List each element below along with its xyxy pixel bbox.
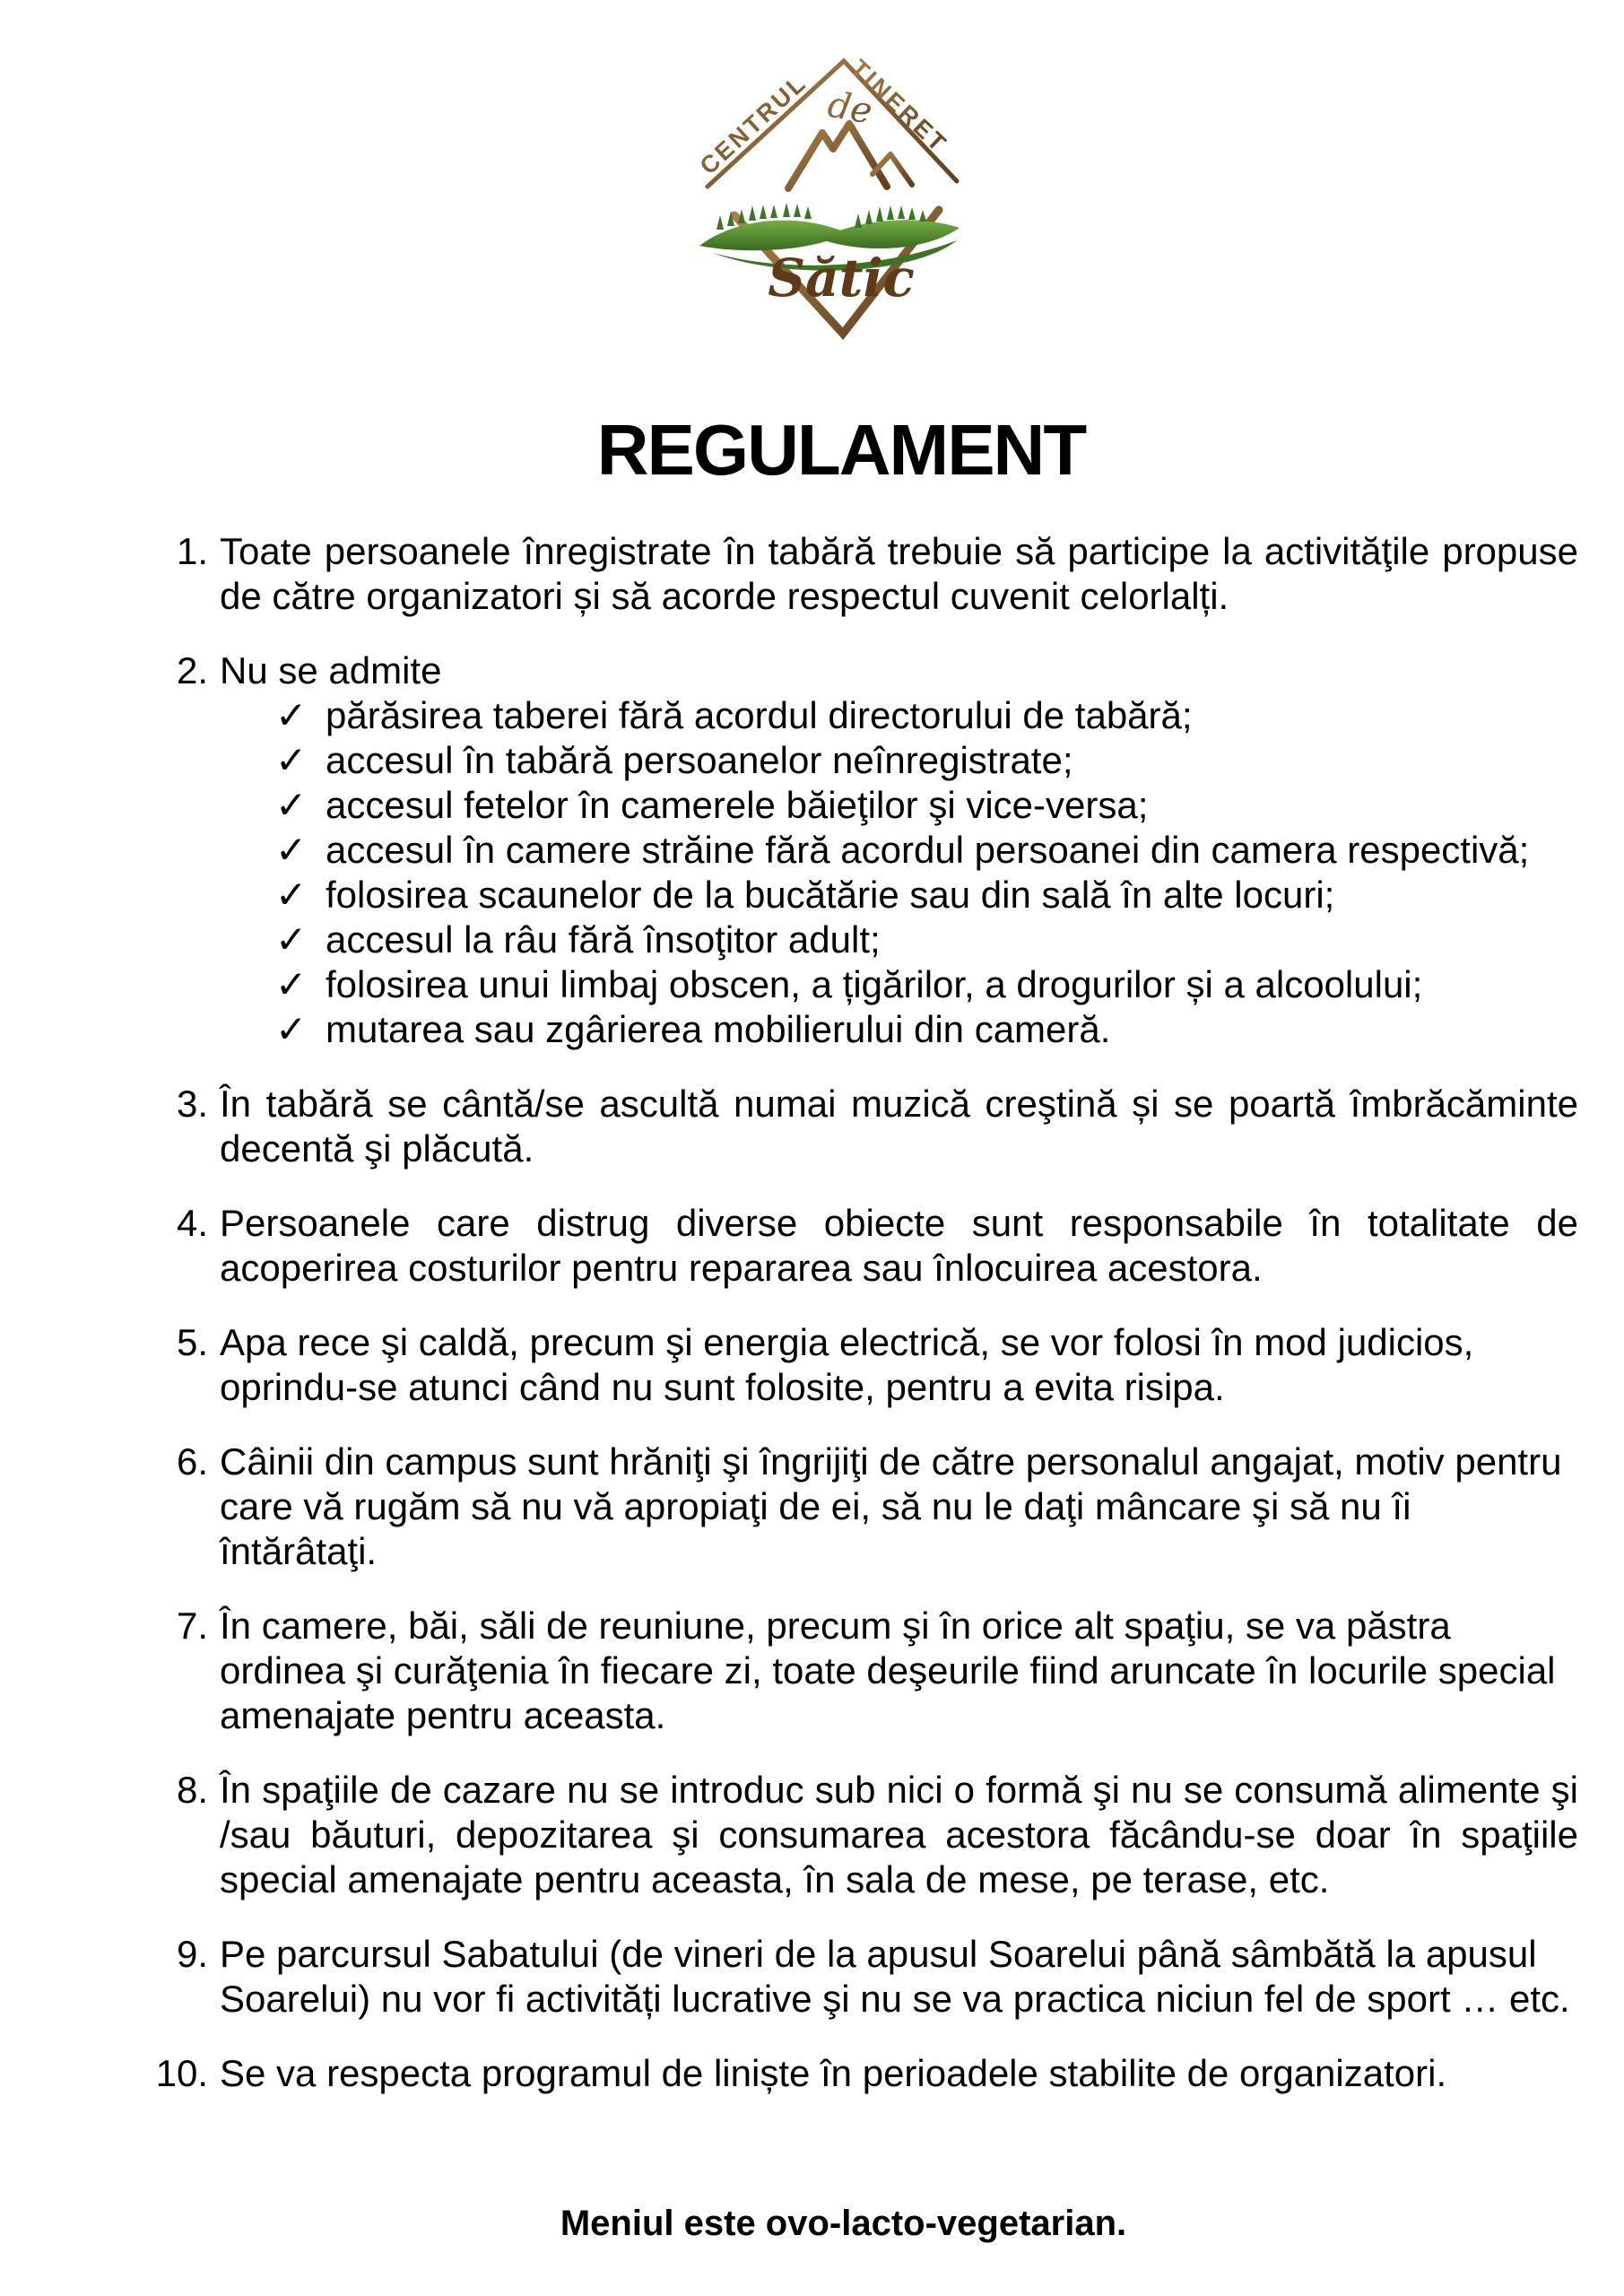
rule-number: 4. xyxy=(176,1202,208,1244)
rule-number: 9. xyxy=(176,1933,208,1975)
rule-text: Apa rece şi caldă, precum şi energia electrică, se vor folosi în mod judicios, oprindu-se atunci când nu sunt folosite, pentru a evita risipa. xyxy=(220,1321,1474,1408)
rule-number: 3. xyxy=(176,1083,208,1125)
rule-item-6 xyxy=(151,1439,1578,1574)
check-item-text: părăsirea taberei fără acordul directorului de tabără; xyxy=(326,694,1193,736)
rule-number: 2. xyxy=(176,649,208,691)
rule-text: Pe parcursul Sabatului (de vineri de la apusul Soarelui până sâmbătă la apusul Soarelui) nu vor fi activități lucrative şi nu se va practica niciun fel de sport … etc. xyxy=(220,1933,1570,2020)
check-item-text: folosirea scaunelor de la bucătărie sau din sală în alte locuri; xyxy=(326,874,1335,916)
logo-arc-text-right: TINERET xyxy=(845,54,953,159)
rule-text: Câinii din campus sunt hrăniţi şi îngrijiţi de către personalul angajat, motiv pentru care vă rugăm să nu vă apropiaţi de ei, să nu le daţi mâncare şi să nu îi întărâtaţi. xyxy=(220,1440,1562,1572)
logo-script-name: Sătic xyxy=(768,248,915,309)
rule-text: În spaţiile de cazare nu se introduc sub nici o formă şi nu se consumă alimente şi /sau băuturi, depozitarea şi consumarea acestora făcându-se doar în spaţiile special amenajate pentru aceasta, în sala de mese, pe terase, etc. xyxy=(220,1769,1578,1900)
rule-item-2 xyxy=(151,648,1578,1052)
rule-item-9 xyxy=(151,1932,1578,2022)
checkmark-icon: ✓ xyxy=(275,962,308,1006)
rule-number: 5. xyxy=(176,1321,208,1363)
rule-number: 8. xyxy=(176,1769,208,1811)
check-item-text: accesul în camere străine fără acordul persoanei din camera respectivă; xyxy=(326,829,1530,871)
rule-text: În tabără se cântă/se ascultă numai muzică creştină și se poartă îmbrăcăminte decentă şi plăcută. xyxy=(220,1083,1578,1170)
check-item-text: accesul la râu fără însoţitor adult; xyxy=(326,918,881,961)
rule-item-3 xyxy=(151,1082,1578,1171)
checkmark-icon: ✓ xyxy=(275,873,308,917)
check-item xyxy=(275,962,1578,1007)
check-item xyxy=(275,828,1578,873)
rule-number: 1. xyxy=(176,530,208,572)
svg-text:CENTRUL xyxy=(695,69,812,180)
check-item xyxy=(275,1007,1578,1052)
check-item xyxy=(275,873,1578,918)
mountain-ridge-icon xyxy=(873,154,912,185)
check-item-text: accesul în tabără persoanelor neînregistrate; xyxy=(326,739,1073,781)
checkmark-icon: ✓ xyxy=(275,828,308,872)
rule-number: 10. xyxy=(155,2052,208,2094)
hill-right xyxy=(819,220,960,248)
logo-de-text: de xyxy=(824,83,876,133)
checkmark-icon: ✓ xyxy=(275,738,308,782)
rule-item-7 xyxy=(151,1604,1578,1738)
logo-arc-text-left: CENTRUL xyxy=(695,68,812,180)
rule-item-10 xyxy=(151,2051,1578,2096)
check-item xyxy=(275,783,1578,828)
rule-text: Nu se admite xyxy=(220,649,442,691)
check-item xyxy=(275,693,1578,738)
rule-number: 7. xyxy=(176,1605,208,1647)
check-item xyxy=(275,918,1578,962)
rule-text: Toate persoanele înregistrate în tabără trebuie să participe la activităţile propuse de către organizatori și să acorde respectul cuvenit celorlalți. xyxy=(220,530,1578,617)
checkmark-icon: ✓ xyxy=(275,918,308,961)
check-item-text: folosirea unui limbaj obscen, a țigărilor, a drogurilor și a alcoolului; xyxy=(326,963,1423,1005)
check-item xyxy=(275,738,1578,783)
checkmark-icon: ✓ xyxy=(275,783,308,827)
check-item-text: mutarea sau zgârierea mobilierului din cameră. xyxy=(326,1008,1111,1050)
camp-logo xyxy=(695,38,964,343)
mountain-icon xyxy=(788,124,887,188)
rule-item-1 xyxy=(151,529,1578,619)
rule-text: Se va respecta programul de liniște în perioadele stabilite de organizatori. xyxy=(220,2052,1447,2094)
rule-item-8 xyxy=(151,1768,1578,1902)
rule-text: Persoanele care distrug diverse obiecte sunt responsabile în totalitate de acoperirea costurilor pentru repararea sau înlocuirea acestora. xyxy=(220,1202,1578,1289)
rule-item-4 xyxy=(151,1201,1578,1291)
checkmark-icon: ✓ xyxy=(275,1007,308,1051)
rules-list xyxy=(151,529,1578,2126)
page-title: REGULAMENT xyxy=(596,410,1086,490)
rule-text: În camere, băi, săli de reuniune, precum şi în orice alt spaţiu, se va păstra ordinea şi curăţenia în fiecare zi, toate deşeurile fiind aruncate în locurile special amenajate pentru aceasta. xyxy=(220,1605,1556,1736)
rule-item-5 xyxy=(151,1320,1578,1410)
check-item-text: accesul fetelor în camerele băieţilor şi vice-versa; xyxy=(326,784,1149,826)
check-list xyxy=(275,693,1578,1052)
footer-note: Meniul este ovo-lacto-vegetarian. xyxy=(560,2204,1127,2243)
rule-number: 6. xyxy=(176,1440,208,1483)
checkmark-icon: ✓ xyxy=(275,693,308,737)
